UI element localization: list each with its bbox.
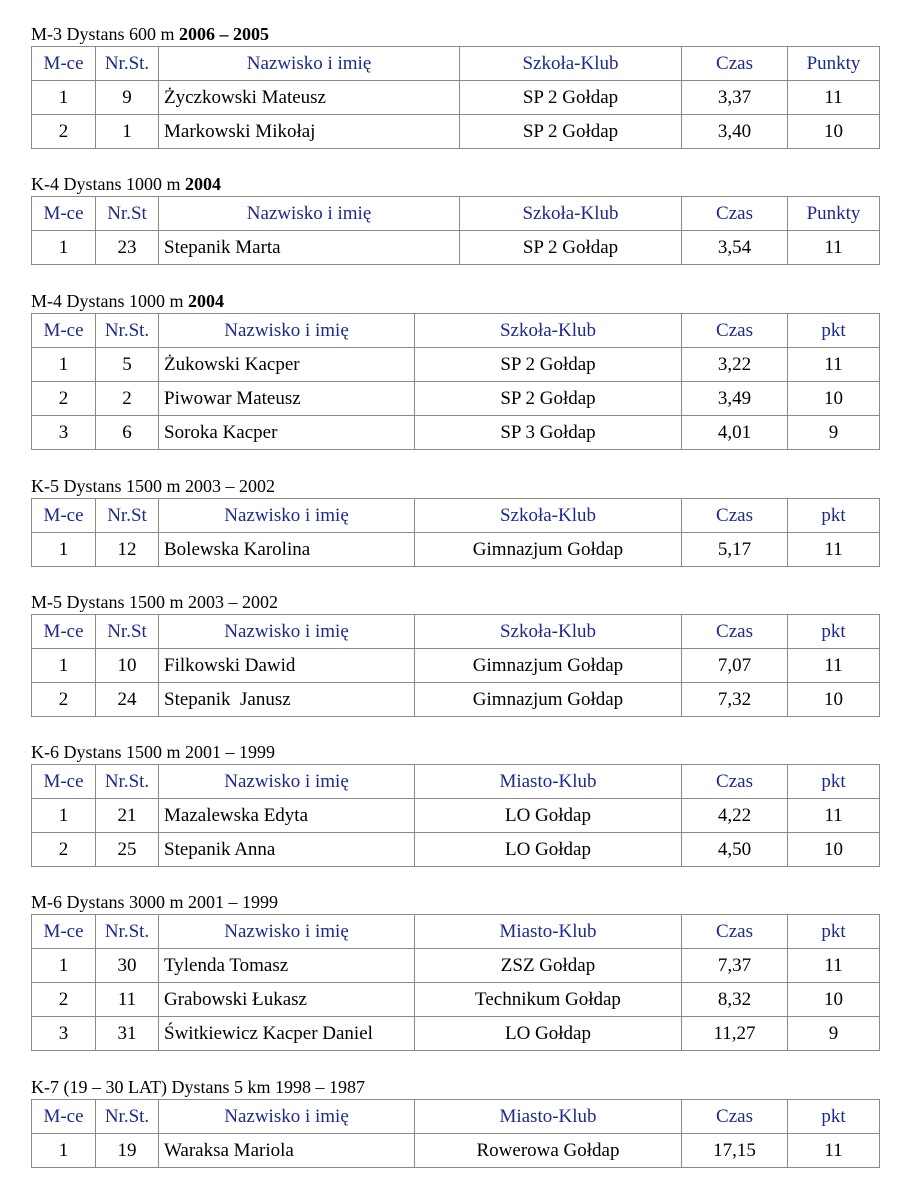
cell-name: Tylenda Tomasz: [159, 949, 415, 983]
header-place: M-ce: [32, 1100, 96, 1134]
cell-time: 8,32: [682, 983, 788, 1017]
cell-start-number: 6: [96, 416, 159, 450]
table-row: [32, 1134, 880, 1168]
header-time: Czas: [682, 314, 788, 348]
header-time: Czas: [682, 47, 788, 81]
table-row: [32, 533, 880, 567]
cell-place: 1: [32, 1134, 96, 1168]
header-points: pkt: [788, 915, 880, 949]
cell-points: 9: [788, 416, 880, 450]
section-title: M-4 Dystans 1000 m 2004: [31, 291, 224, 311]
cell-name: Grabowski Łukasz: [159, 983, 415, 1017]
table-row: [32, 683, 880, 717]
cell-time: 4,50: [682, 833, 788, 867]
cell-club: SP 3 Gołdap: [415, 416, 682, 450]
cell-time: 17,15: [682, 1134, 788, 1168]
header-points: Punkty: [788, 197, 880, 231]
header-club: Szkoła-Klub: [415, 314, 682, 348]
cell-start-number: 5: [96, 348, 159, 382]
header-start-number: Nr.St.: [96, 765, 159, 799]
results-section-k6: [31, 742, 879, 867]
header-start-number: Nr.St.: [96, 47, 159, 81]
cell-place: 1: [32, 231, 96, 265]
table-row: [32, 1017, 880, 1051]
header-start-number: Nr.St.: [96, 1100, 159, 1134]
cell-place: 1: [32, 799, 96, 833]
cell-name: Żukowski Kacper: [159, 348, 415, 382]
cell-time: 3,49: [682, 382, 788, 416]
header-name: Nazwisko i imię: [159, 615, 415, 649]
cell-club: Gimnazjum Gołdap: [415, 683, 682, 717]
results-section-m4: [31, 291, 879, 450]
results-table: [31, 313, 880, 450]
header-time: Czas: [682, 197, 788, 231]
cell-points: 11: [788, 649, 880, 683]
cell-start-number: 2: [96, 382, 159, 416]
cell-points: 11: [788, 81, 880, 115]
cell-name: Soroka Kacper: [159, 416, 415, 450]
cell-name: Stepanik Janusz: [159, 683, 415, 717]
results-table: [31, 46, 880, 149]
header-name: Nazwisko i imię: [159, 1100, 415, 1134]
cell-name: Mazalewska Edyta: [159, 799, 415, 833]
table-row: [32, 983, 880, 1017]
cell-points: 10: [788, 683, 880, 717]
table-row: [32, 348, 880, 382]
cell-place: 1: [32, 949, 96, 983]
cell-name: Waraksa Mariola: [159, 1134, 415, 1168]
header-club: Miasto-Klub: [415, 765, 682, 799]
cell-place: 2: [32, 983, 96, 1017]
cell-points: 9: [788, 1017, 880, 1051]
cell-name: Stepanik Marta: [159, 231, 460, 265]
results-table: [31, 196, 880, 265]
header-name: Nazwisko i imię: [159, 765, 415, 799]
results-table: [31, 614, 880, 717]
header-time: Czas: [682, 915, 788, 949]
results-section-k4: [31, 174, 879, 265]
cell-start-number: 9: [96, 81, 159, 115]
header-name: Nazwisko i imię: [159, 47, 460, 81]
cell-start-number: 11: [96, 983, 159, 1017]
header-points: pkt: [788, 314, 880, 348]
cell-time: 11,27: [682, 1017, 788, 1051]
header-club: Szkoła-Klub: [415, 499, 682, 533]
section-title: M-6 Dystans 3000 m 2001 – 1999: [31, 892, 278, 912]
cell-name: Życzkowski Mateusz: [159, 81, 460, 115]
table-row: [32, 81, 880, 115]
cell-start-number: 12: [96, 533, 159, 567]
cell-points: 11: [788, 1134, 880, 1168]
cell-start-number: 10: [96, 649, 159, 683]
cell-place: 1: [32, 533, 96, 567]
results-section-m6: [31, 892, 879, 1051]
cell-start-number: 23: [96, 231, 159, 265]
header-place: M-ce: [32, 197, 96, 231]
cell-place: 1: [32, 81, 96, 115]
cell-start-number: 21: [96, 799, 159, 833]
cell-points: 10: [788, 983, 880, 1017]
table-row: [32, 416, 880, 450]
cell-name: Świtkiewicz Kacper Daniel: [159, 1017, 415, 1051]
cell-club: SP 2 Gołdap: [415, 348, 682, 382]
header-place: M-ce: [32, 314, 96, 348]
cell-club: Rowerowa Gołdap: [415, 1134, 682, 1168]
header-club: Szkoła-Klub: [460, 47, 682, 81]
table-header-row: [32, 197, 880, 231]
cell-time: 3,37: [682, 81, 788, 115]
cell-place: 2: [32, 833, 96, 867]
results-table: [31, 498, 880, 567]
table-row: [32, 833, 880, 867]
header-points: pkt: [788, 765, 880, 799]
results-section-k5: [31, 476, 879, 567]
cell-club: Gimnazjum Gołdap: [415, 649, 682, 683]
section-title: K-4 Dystans 1000 m 2004: [31, 174, 221, 194]
section-title: K-5 Dystans 1500 m 2003 – 2002: [31, 476, 275, 496]
header-points: pkt: [788, 1100, 880, 1134]
cell-club: LO Gołdap: [415, 833, 682, 867]
table-header-row: [32, 47, 880, 81]
header-start-number: Nr.St.: [96, 314, 159, 348]
cell-start-number: 25: [96, 833, 159, 867]
header-place: M-ce: [32, 765, 96, 799]
header-start-number: Nr.St: [96, 197, 159, 231]
section-title: K-6 Dystans 1500 m 2001 – 1999: [31, 742, 275, 762]
cell-club: Gimnazjum Gołdap: [415, 533, 682, 567]
cell-club: ZSZ Gołdap: [415, 949, 682, 983]
cell-name: Stepanik Anna: [159, 833, 415, 867]
header-points: Punkty: [788, 47, 880, 81]
section-title: M-5 Dystans 1500 m 2003 – 2002: [31, 592, 278, 612]
results-table: [31, 914, 880, 1051]
header-place: M-ce: [32, 499, 96, 533]
cell-time: 4,01: [682, 416, 788, 450]
cell-time: 7,32: [682, 683, 788, 717]
cell-name: Markowski Mikołaj: [159, 115, 460, 149]
cell-time: 3,40: [682, 115, 788, 149]
cell-start-number: 19: [96, 1134, 159, 1168]
table-row: [32, 115, 880, 149]
cell-points: 11: [788, 231, 880, 265]
table-row: [32, 799, 880, 833]
cell-time: 5,17: [682, 533, 788, 567]
header-name: Nazwisko i imię: [159, 197, 460, 231]
cell-name: Filkowski Dawid: [159, 649, 415, 683]
cell-start-number: 24: [96, 683, 159, 717]
header-club: Szkoła-Klub: [460, 197, 682, 231]
header-place: M-ce: [32, 47, 96, 81]
cell-club: Technikum Gołdap: [415, 983, 682, 1017]
table-row: [32, 382, 880, 416]
cell-club: SP 2 Gołdap: [460, 81, 682, 115]
cell-club: SP 2 Gołdap: [460, 231, 682, 265]
results-section-k7: [31, 1077, 879, 1168]
header-points: pkt: [788, 499, 880, 533]
cell-place: 1: [32, 348, 96, 382]
header-name: Nazwisko i imię: [159, 499, 415, 533]
results-section-m5: [31, 592, 879, 717]
results-section-m3: [31, 24, 879, 149]
cell-time: 4,22: [682, 799, 788, 833]
cell-points: 11: [788, 348, 880, 382]
results-table: [31, 764, 880, 867]
header-time: Czas: [682, 499, 788, 533]
cell-points: 11: [788, 799, 880, 833]
header-name: Nazwisko i imię: [159, 314, 415, 348]
section-title: M-3 Dystans 600 m 2006 – 2005: [31, 24, 269, 44]
cell-club: SP 2 Gołdap: [460, 115, 682, 149]
header-place: M-ce: [32, 915, 96, 949]
cell-time: 3,22: [682, 348, 788, 382]
cell-time: 3,54: [682, 231, 788, 265]
cell-points: 11: [788, 533, 880, 567]
cell-time: 7,07: [682, 649, 788, 683]
cell-time: 7,37: [682, 949, 788, 983]
cell-club: LO Gołdap: [415, 1017, 682, 1051]
header-club: Miasto-Klub: [415, 1100, 682, 1134]
header-start-number: Nr.St: [96, 615, 159, 649]
cell-club: LO Gołdap: [415, 799, 682, 833]
section-title: K-7 (19 – 30 LAT) Dystans 5 km 1998 – 1987: [31, 1077, 365, 1097]
cell-name: Piwowar Mateusz: [159, 382, 415, 416]
cell-place: 2: [32, 382, 96, 416]
cell-place: 2: [32, 683, 96, 717]
header-time: Czas: [682, 615, 788, 649]
cell-points: 10: [788, 833, 880, 867]
header-club: Miasto-Klub: [415, 915, 682, 949]
header-time: Czas: [682, 1100, 788, 1134]
cell-place: 3: [32, 1017, 96, 1051]
cell-place: 2: [32, 115, 96, 149]
header-start-number: Nr.St.: [96, 915, 159, 949]
table-row: [32, 231, 880, 265]
cell-place: 1: [32, 649, 96, 683]
cell-points: 10: [788, 382, 880, 416]
table-header-row: [32, 765, 880, 799]
results-table: [31, 1099, 880, 1168]
header-points: pkt: [788, 615, 880, 649]
cell-start-number: 30: [96, 949, 159, 983]
table-header-row: [32, 915, 880, 949]
cell-club: SP 2 Gołdap: [415, 382, 682, 416]
table-header-row: [32, 615, 880, 649]
header-name: Nazwisko i imię: [159, 915, 415, 949]
cell-points: 11: [788, 949, 880, 983]
table-row: [32, 949, 880, 983]
table-header-row: [32, 314, 880, 348]
header-start-number: Nr.St: [96, 499, 159, 533]
table-row: [32, 649, 880, 683]
header-time: Czas: [682, 765, 788, 799]
header-club: Szkoła-Klub: [415, 615, 682, 649]
header-place: M-ce: [32, 615, 96, 649]
cell-start-number: 1: [96, 115, 159, 149]
cell-start-number: 31: [96, 1017, 159, 1051]
cell-place: 3: [32, 416, 96, 450]
cell-name: Bolewska Karolina: [159, 533, 415, 567]
cell-points: 10: [788, 115, 880, 149]
table-header-row: [32, 1100, 880, 1134]
table-header-row: [32, 499, 880, 533]
